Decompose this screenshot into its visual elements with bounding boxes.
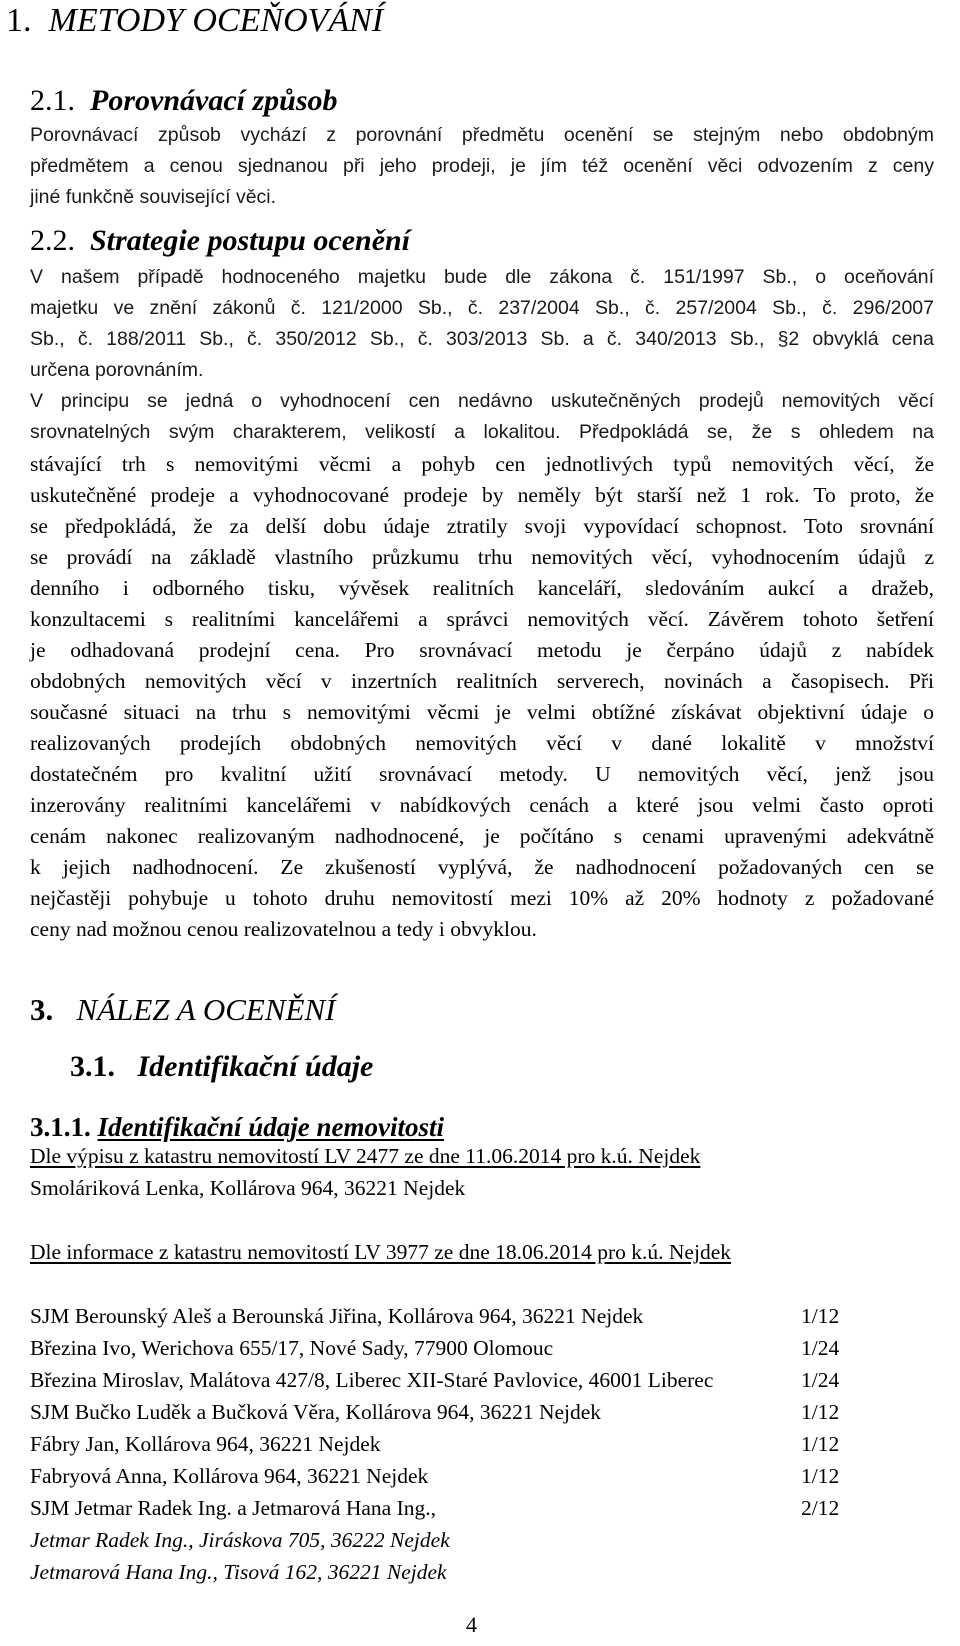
owner-share: 2/12 <box>801 1496 840 1520</box>
section-title: NÁLEZ A OCENĚNÍ <box>76 992 336 1027</box>
paragraph-line: předmětem a cenou sjednanou při jeho prodeji, je jím též ocenění věci odvozením z ceny <box>30 155 934 177</box>
owner-row <box>30 1336 870 1366</box>
subsection-title: Porovnávací způsob <box>90 84 338 117</box>
subsection-heading-3-1-1 <box>30 1112 444 1143</box>
paragraph-line: stávající trh s nemovitými věcmi a pohyb cen jednotlivých typů nemovitých věcí, že <box>30 452 934 476</box>
paragraph-line: současné situaci na trhu s nemovitými věcmi je velmi obtížné získávat objektivní údaje o <box>30 700 934 724</box>
subsection-heading-2-2 <box>30 224 410 258</box>
lv-source-1: Dle výpisu z katastru nemovitostí LV 2477 ze dne 11.06.2014 pro k.ú. Nejdek <box>30 1144 701 1168</box>
subsection-number: 3.1.1. <box>30 1112 91 1142</box>
owner-share: 1/24 <box>801 1336 840 1360</box>
paragraph-line: majetku ve znění zákonů č. 121/2000 Sb., č. 237/2004 Sb., č. 257/2004 Sb., č. 296/2007 <box>30 297 934 319</box>
subsection-heading-2-1 <box>30 84 338 118</box>
owner-share: 1/24 <box>801 1368 840 1392</box>
owner-row <box>30 1432 870 1462</box>
paragraph-line: Porovnávací způsob vychází z porovnání předmětu ocenění se stejným nebo obdobným <box>30 124 934 146</box>
page-number: 4 <box>466 1612 477 1637</box>
subsection-title: Identifikační údaje <box>137 1050 374 1083</box>
owner-name: SJM Berounský Aleš a Berounská Jiřina, Kollárova 964, 36221 Nejdek <box>30 1304 644 1328</box>
owner-share: 1/12 <box>801 1304 840 1328</box>
paragraph-line: obdobných nemovitých věcí v inzertních realitních serverech, novinách a časopisech. Při <box>30 669 934 693</box>
paragraph-line: V principu se jedná o vyhodnocení cen nedávno uskutečněných prodejů nemovitých věcí <box>30 390 934 412</box>
sub-owner-line: Jetmarová Hana Ing., Tisová 162, 36221 Nejdek <box>30 1560 447 1584</box>
paragraph-line: nejčastěji pohybuje u tohoto druhu nemovitostí mezi 10% až 20% hodnoty z požadované <box>30 886 934 910</box>
paragraph-line: realizovaných prodejích obdobných nemovitých věcí v dané lokalitě v množství <box>30 731 934 755</box>
owner-name: Březina Ivo, Werichova 655/17, Nové Sady, 77900 Olomouc <box>30 1336 554 1360</box>
owner-share: 1/12 <box>801 1432 840 1456</box>
paragraph-line: jiné funkčně související věci. <box>30 186 277 208</box>
section-heading-3 <box>30 992 335 1028</box>
owner-share: 1/12 <box>801 1400 840 1424</box>
owner-line: Smoláriková Lenka, Kollárova 964, 36221 Nejdek <box>30 1176 466 1200</box>
owner-name: SJM Bučko Luděk a Bučková Věra, Kollárova 964, 36221 Nejdek <box>30 1400 602 1424</box>
subsection-heading-3-1 <box>70 1050 373 1084</box>
paragraph-line: určena porovnáním. <box>30 359 204 381</box>
subsection-title: Strategie postupu ocenění <box>90 224 411 257</box>
paragraph-line: Sb., č. 188/2011 Sb., č. 350/2012 Sb., č. 303/2013 Sb. a č. 340/2013 Sb., §2 obvyklá cena <box>30 328 934 350</box>
paragraph-line: dostatečném pro kvalitní užití srovnávací metody. U nemovitých věcí, jenž jsou <box>30 762 934 786</box>
paragraph-line: se provádí na základě vlastního průzkumu trhu nemovitých věcí, vyhodnocením údajů z <box>30 545 934 569</box>
owner-row <box>30 1464 870 1494</box>
lv-source-2: Dle informace z katastru nemovitostí LV 3977 ze dne 18.06.2014 pro k.ú. Nejdek <box>30 1240 731 1264</box>
paragraph-line: uskutečněné prodeje a vyhodnocované prodeje by neměly být starší než 1 rok. To proto, že <box>30 483 934 507</box>
owner-name: Fábry Jan, Kollárova 964, 36221 Nejdek <box>30 1432 381 1456</box>
section-title: METODY OCEŇOVÁNÍ <box>48 2 384 39</box>
section-number: 1. <box>6 2 32 39</box>
subsection-title: Identifikační údaje nemovitosti <box>97 1112 445 1142</box>
paragraph-line: inzerovány realitními kancelářemi v nabídkových cenách a které jsou velmi často oproti <box>30 793 934 817</box>
owner-name: SJM Jetmar Radek Ing. a Jetmarová Hana Ing., <box>30 1496 437 1520</box>
paragraph-line: srovnatelných svým charakterem, velikostí a lokalitou. Předpokládá se, že s ohledem na <box>30 421 934 443</box>
owner-name: Fabryová Anna, Kollárova 964, 36221 Nejdek <box>30 1464 429 1488</box>
sub-owner-line: Jetmar Radek Ing., Jiráskova 705, 36222 Nejdek <box>30 1528 450 1552</box>
paragraph-line: V našem případě hodnoceného majetku bude dle zákona č. 151/1997 Sb., o oceňování <box>30 266 934 288</box>
paragraph-line: je odhadovaná prodejní cena. Pro srovnávací metodu je čerpáno údajů z nabídek <box>30 638 934 662</box>
paragraph-line: cenám nakonec realizovaným nadhodnocené, je počítáno s cenami upravenými adekvátně <box>30 824 934 848</box>
owner-row <box>30 1368 870 1398</box>
paragraph-line: konzultacemi s realitními kancelářemi a správci nemovitých věcí. Závěrem tohoto šetření <box>30 607 934 631</box>
owner-row <box>30 1496 870 1526</box>
subsection-number: 2.1. <box>30 84 75 117</box>
owner-name: Březina Miroslav, Malátova 427/8, Liberec XII-Staré Pavlovice, 46001 Liberec <box>30 1368 714 1392</box>
paragraph-line: se předpokládá, že za delší dobu údaje ztratily svoji vypovídací schopnost. Toto srovnání <box>30 514 934 538</box>
owner-row <box>30 1400 870 1430</box>
paragraph-line: k jejich nadhodnocení. Ze zkušeností vyplývá, že nadhodnocení požadovaných cen se <box>30 855 934 879</box>
paragraph-line: ceny nad možnou cenou realizovatelnou a tedy i obvyklou. <box>30 917 537 941</box>
section-number: 3. <box>30 992 54 1027</box>
section-heading-1 <box>6 2 383 40</box>
paragraph-line: denního i odborného tisku, vývěsek realitních kanceláří, sledováním aukcí a dražeb, <box>30 576 934 600</box>
subsection-number: 3.1. <box>70 1050 115 1083</box>
owner-row <box>30 1304 870 1334</box>
owner-share: 1/12 <box>801 1464 840 1488</box>
subsection-number: 2.2. <box>30 224 75 257</box>
